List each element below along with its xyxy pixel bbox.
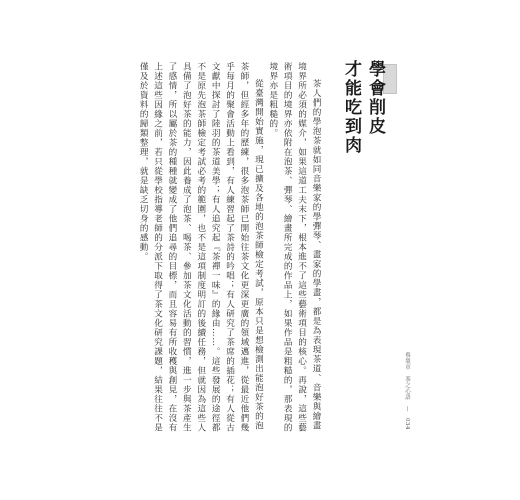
page-footer: 蔡榮章 茶之心語 — 034 (404, 352, 410, 430)
paragraph-1: 茶人們的學泡茶就如同音樂家的學彈琴、畫家的學畫，都是為表現茶道、音樂與繪畫境界所必須的媒介，如果這道工夫末下，根本進不了這些藝術項目的核心。再說，這些藝術項目的境界亦依附在泡茶、彈琴、繪畫所完成的作品上，如果作品是粗糙的，那表現的境界亦是粗糙的。 (267, 62, 321, 433)
body-text (125, 62, 323, 438)
title-line-2: 才能吃到肉 (341, 60, 361, 155)
title-line-1: 學會削皮 (365, 60, 385, 136)
paragraph-2: 從臺灣開始實施，現已擴及各地的泡茶師檢定考試，原本只是想檢測出能泡好茶的泡茶師，但經多年的歷練，很多泡茶師已開始往茶文化更深更廣的領域邁進，從最近他們幾乎每月的聚會活動上看到，有人練習起了茶詩的吟唱；有人研究了茶席的插花；有人從古文獻中探討了陸羽的茶道美學；有人追究起『茶禪一味』的緣由……。這些發展的途徑都不是原先泡茶師檢定考試必考的範圍，也不是這項制度明訂的後續任務，但就因為這些人具備了泡好茶的能力，因此養成了泡茶、喝茶、參加茶文化活動的習慣，進一步與茶產生了感情，所以屬於茶的種種就變成了他們追尋的目標，而且容易有所收穫與創見，在沒有上述這些因緣之前，若只從學校指導老師的分派下取得了茶文化研究課題，結果往往不是僅及於資料的歸類整理，就是缺乏切身的感動。 (138, 62, 264, 433)
